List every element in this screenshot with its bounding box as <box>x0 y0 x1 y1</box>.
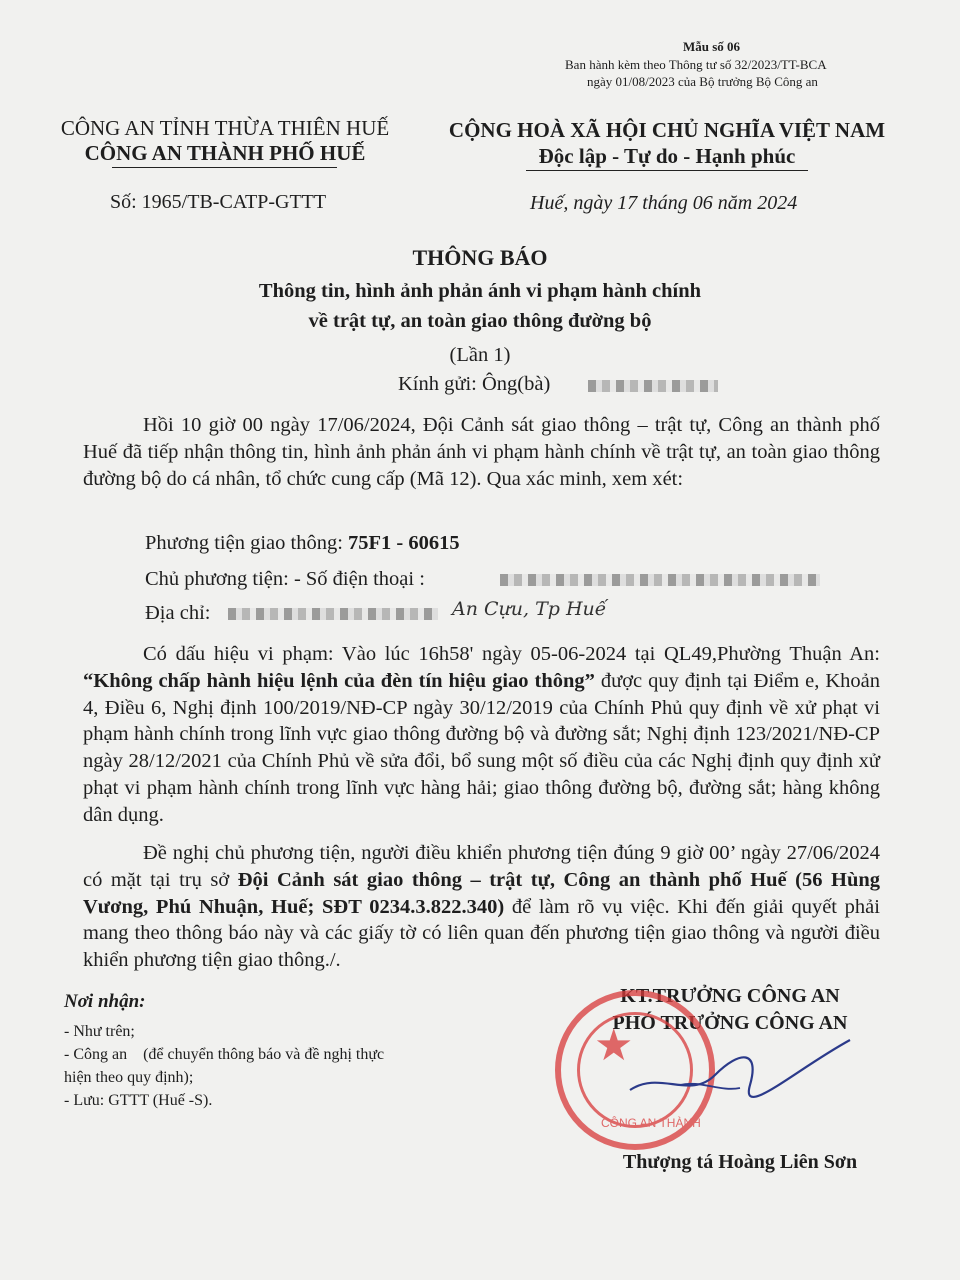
request-paragraph <box>83 840 880 974</box>
redacted-owner-phone <box>500 574 820 586</box>
violation-intro: Có dấu hiệu vi phạm: Vào lúc 16h58' ngày 05-06-2024 tại QL49,Phường Thuận An: <box>143 643 880 665</box>
place-date: Huế, ngày 17 tháng 06 năm 2024 <box>530 192 798 214</box>
signer-name: Thượng tá Hoàng Liên Sơn <box>622 1151 858 1173</box>
phone-label: - Số điện thoại : <box>293 568 425 590</box>
agency-unit: CÔNG AN THÀNH PHỐ HUẾ <box>84 141 366 165</box>
violation-offense: “Không chấp hành hiệu lệnh của đèn tín hiệu giao thông” <box>83 669 595 692</box>
address-handwritten: An Cựu, Tp Huế <box>452 598 607 620</box>
notice-subtitle-1: Thông tin, hình ảnh phản ánh vi phạm hành chính <box>258 280 702 302</box>
form-issued-line1: Ban hành kèm theo Thông tư số 32/2023/TT-BCA <box>565 57 827 72</box>
violation-paragraph <box>83 641 880 829</box>
seal-text: CÔNG AN THÀNH <box>601 1116 701 1130</box>
agency-parent: CÔNG AN TỈNH THỪA THIÊN HUẾ <box>60 116 390 140</box>
document-number: Số: 1965/TB-CATP-GTTT <box>110 191 327 213</box>
recipient-item: hiện theo quy định); <box>64 1069 194 1086</box>
notice-round: (Lần 1) <box>449 344 511 366</box>
redacted-name <box>588 380 718 392</box>
recipient-item: - Lưu: GTTT (Huế -S). <box>64 1092 213 1109</box>
seal-star-icon: ★ <box>594 1021 634 1070</box>
signature-title-1: KT.TRƯỞNG CÔNG AN <box>620 985 840 1007</box>
owner-label: Chủ phương tiện: <box>145 568 289 590</box>
intro-paragraph: Hồi 10 giờ 00 ngày 17/06/2024, Đội Cảnh sát giao thông – trật tự, Công an thành phố Huế đã tiếp nhận thông tin, hình ảnh phản ánh vi phạm hành chính về trật tự, an toàn giao thông đường bộ do cá nhân, tổ chức cung cấp (Mã 12). Qua xác minh, xem xét: <box>83 414 880 490</box>
nation-name: CỘNG HOÀ XÃ HỘI CHỦ NGHĨA VIỆT NAM <box>448 118 886 142</box>
recipient-item: - Công an (để chuyển thông báo và đề nghị thực <box>64 1046 385 1063</box>
notice-title: THÔNG BÁO <box>412 245 548 270</box>
violation-legal-basis: được quy định tại Điểm e, Khoản 4, Điều 6, Nghị định 100/2019/NĐ-CP ngày 30/12/2019 của Chính Phủ quy định về xử phạt vi phạm hành chính trong lĩnh vực giao thông đường bộ và đường sắt; Nghị định 123/2021/NĐ-CP ngày 28/12/2021 của Chính Phủ về sửa đổi, bổ sung một số điều của các Nghị định quy định xử phạt vi phạm hành chính trong lĩnh vực hàng hải; giao thông đường bộ, đường sắt; hàng không dân dụng. <box>83 669 880 826</box>
request-office: Đội Cảnh sát giao thông – trật tự, Công an thành phố Huế (56 Hùng Vương, Phú Nhuận, Huế; SĐT 0234.3.822.340) <box>83 868 880 918</box>
owner-row <box>145 568 425 591</box>
form-number: Mẫu số 06 <box>683 39 741 54</box>
address-label: Địa chỉ: <box>145 602 211 624</box>
signature-title-2: PHÓ TRƯỞNG CÔNG AN <box>612 1012 848 1034</box>
handwritten-signature <box>620 1030 860 1110</box>
motto-underline <box>526 170 808 171</box>
vehicle-label: Phương tiện giao thông: <box>145 532 343 554</box>
recipients-heading: Nơi nhận: <box>64 991 146 1012</box>
vehicle-row <box>145 532 460 555</box>
vehicle-plate: 75F1 - 60615 <box>348 532 460 554</box>
request-intro: Đề nghị chủ phương tiện, người điều khiển phương tiện đúng 9 giờ 00’ ngày 27/06/2024 có mặt tại trụ sở <box>83 842 880 891</box>
recipient-salutation: Kính gửi: Ông(bà) <box>398 373 551 395</box>
notice-subtitle-2: về trật tự, an toàn giao thông đường bộ <box>308 310 652 332</box>
nation-motto: Độc lập - Tự do - Hạnh phúc <box>538 144 796 168</box>
recipient-item: - Như trên; <box>64 1023 135 1040</box>
redacted-address <box>228 608 438 620</box>
form-issued-line2: ngày 01/08/2023 của Bộ trưởng Bộ Công an <box>587 74 818 89</box>
recipients-list <box>64 1020 384 1112</box>
request-details: để làm rõ vụ việc. Khi đến giải quyết phải mang theo thông báo này và các giấy tờ có liên quan đến phương tiện giao thông và người điều khiển phương tiện giao thông./. <box>83 895 880 972</box>
agency-underline <box>112 167 337 168</box>
